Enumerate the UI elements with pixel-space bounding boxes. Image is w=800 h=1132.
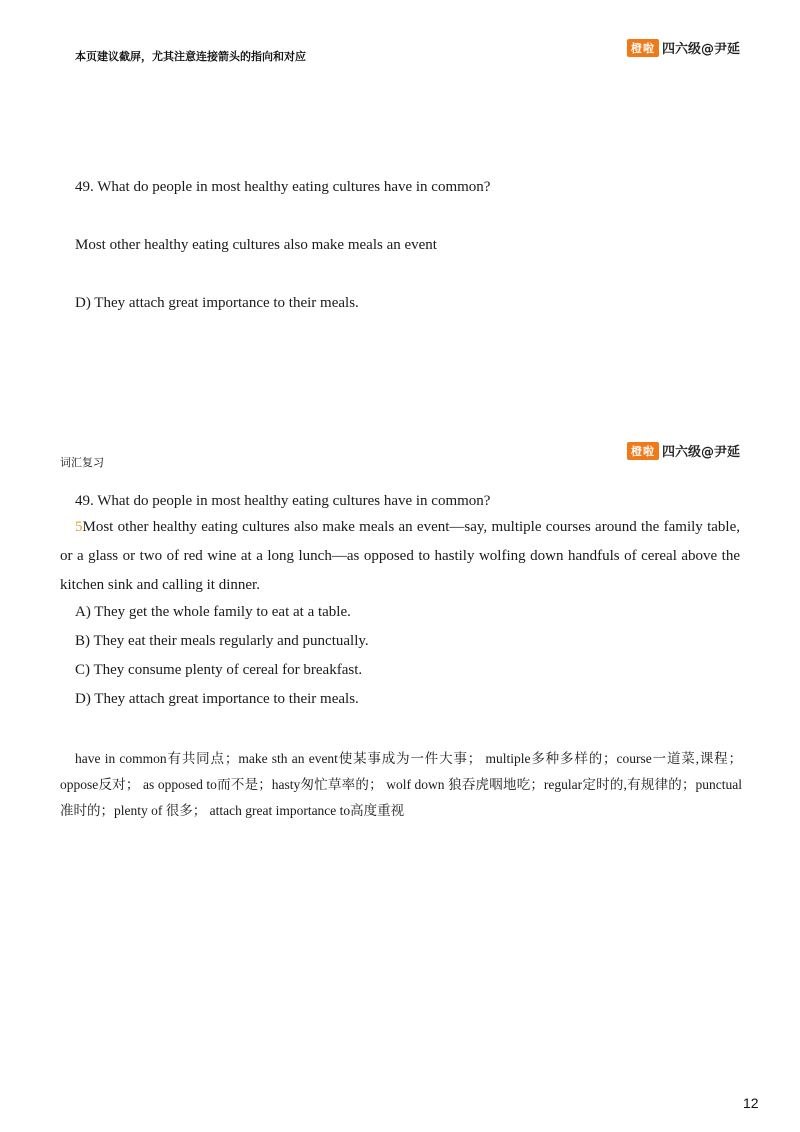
- paragraph-number: 5: [75, 519, 83, 535]
- brand-tag: 橙啦: [627, 442, 659, 460]
- option-a: A) They get the whole family to eat at a table.: [75, 604, 351, 620]
- section2-title: 词汇复习: [60, 456, 104, 469]
- section2-question: 49. What do people in most healthy eating cultures have in common?: [75, 493, 491, 509]
- section1-answer: D) They attach great importance to their meals.: [75, 295, 359, 311]
- option-c: C) They consume plenty of cereal for breakfast.: [75, 662, 363, 678]
- option-b: B) They eat their meals regularly and punctually.: [75, 633, 369, 649]
- brand-handle: 四六级@尹延: [662, 445, 741, 460]
- options-list: [75, 598, 369, 714]
- vocab-review: have in common有共同点；make sth an event使某事成为一件大事； multiple多种多样的；course一道菜,课程； oppose反对； as opposed to而不是；hasty匆忙草率的； wolf down 狼吞虎咽地吃；regular定时的,有规律的；punctual准时的；plenty of 很多； attach great importance to高度重视: [60, 751, 742, 818]
- top-note: 本页建议截屏，尤其注意连接箭头的指向和对应: [75, 50, 306, 63]
- brand-handle: 四六级@尹延: [662, 42, 741, 57]
- option-d: D) They attach great importance to their meals.: [75, 691, 359, 707]
- brand-logo-mid: [627, 441, 740, 460]
- page-number: 12: [743, 1095, 759, 1111]
- section1-question: 49. What do people in most healthy eating cultures have in common?: [75, 179, 491, 195]
- brand-logo-top: [627, 38, 740, 57]
- section2-paragraph-block: [60, 513, 740, 600]
- section2-paragraph: Most other healthy eating cultures also make meals an event—say, multiple courses around the family table, or a glass or two of red wine at a long lunch—as opposed to hastily wolfing down handfuls of cereal above the kitchen sink and calling it dinner.: [60, 519, 740, 593]
- brand-tag: 橙啦: [627, 39, 659, 57]
- section1-excerpt: Most other healthy eating cultures also make meals an event: [75, 237, 437, 253]
